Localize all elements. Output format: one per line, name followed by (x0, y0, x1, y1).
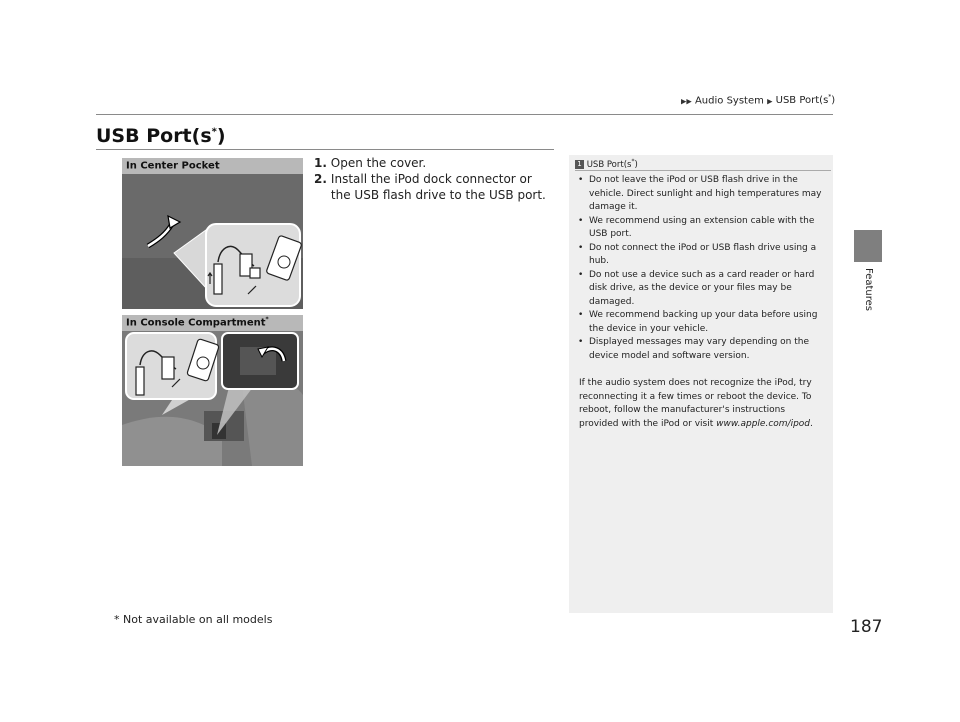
notes-paragraph: If the audio system does not recognize the iPod, try reconnecting it a few times or reboot the device. To reboot, follow the manufacturer's instructions provided with the iPod or visit www.apple.com/ipod. (579, 378, 813, 429)
center-pocket-illustration (122, 158, 303, 309)
notes-item: • We recommend backing up your data before using the device in your vehicle. (578, 310, 818, 334)
notes-item: • Do not connect the iPod or USB flash drive using a hub. (578, 242, 817, 266)
figure-caption: In Console Compartment* (126, 316, 269, 329)
center-pocket-figure (122, 158, 303, 309)
notes-item: • Displayed messages may vary depending on the device model and software version. (578, 337, 810, 361)
section-tab-label: Features (863, 268, 874, 311)
footnote: * Not available on all models (114, 613, 273, 626)
console-compartment-illustration (122, 315, 303, 466)
notes-item: • We recommend using an extension cable with the USB port. (578, 215, 815, 239)
breadcrumb-arrows-icon: ▶▶ (681, 97, 692, 106)
title-divider (96, 149, 554, 150)
notes-marker-icon: 1 (575, 160, 584, 169)
notes-list (575, 174, 827, 363)
header-divider (96, 114, 833, 115)
notes-divider (575, 170, 831, 171)
notes-item: • Do not use a device such as a card reader or hard disk drive, as the device or your files may be damaged. (578, 269, 815, 307)
figure-caption: In Center Pocket (126, 160, 220, 172)
apple-url-link[interactable]: www.apple.com/ipod (716, 418, 811, 429)
section-tab (854, 230, 882, 262)
page-title: USB Port(s*) (96, 125, 226, 147)
breadcrumb-section[interactable]: Audio System (694, 95, 764, 107)
step-1: 1. Open the cover. (314, 156, 427, 170)
console-compartment-figure (122, 315, 303, 466)
step-2: 2. Install the iPod dock connector or the USB flash drive to the USB port. (314, 172, 546, 202)
page-number: 187 (850, 617, 883, 637)
breadcrumb (681, 94, 835, 106)
notes-item: • Do not leave the iPod or USB flash drive in the vehicle. Direct sunlight and high temperatures may damage it. (578, 175, 822, 212)
breadcrumb-arrow-icon: ▶ (767, 97, 773, 106)
breadcrumb-page: USB Port(s*) (775, 94, 836, 107)
notes-heading: 1 USB Port(s*) (575, 158, 638, 170)
